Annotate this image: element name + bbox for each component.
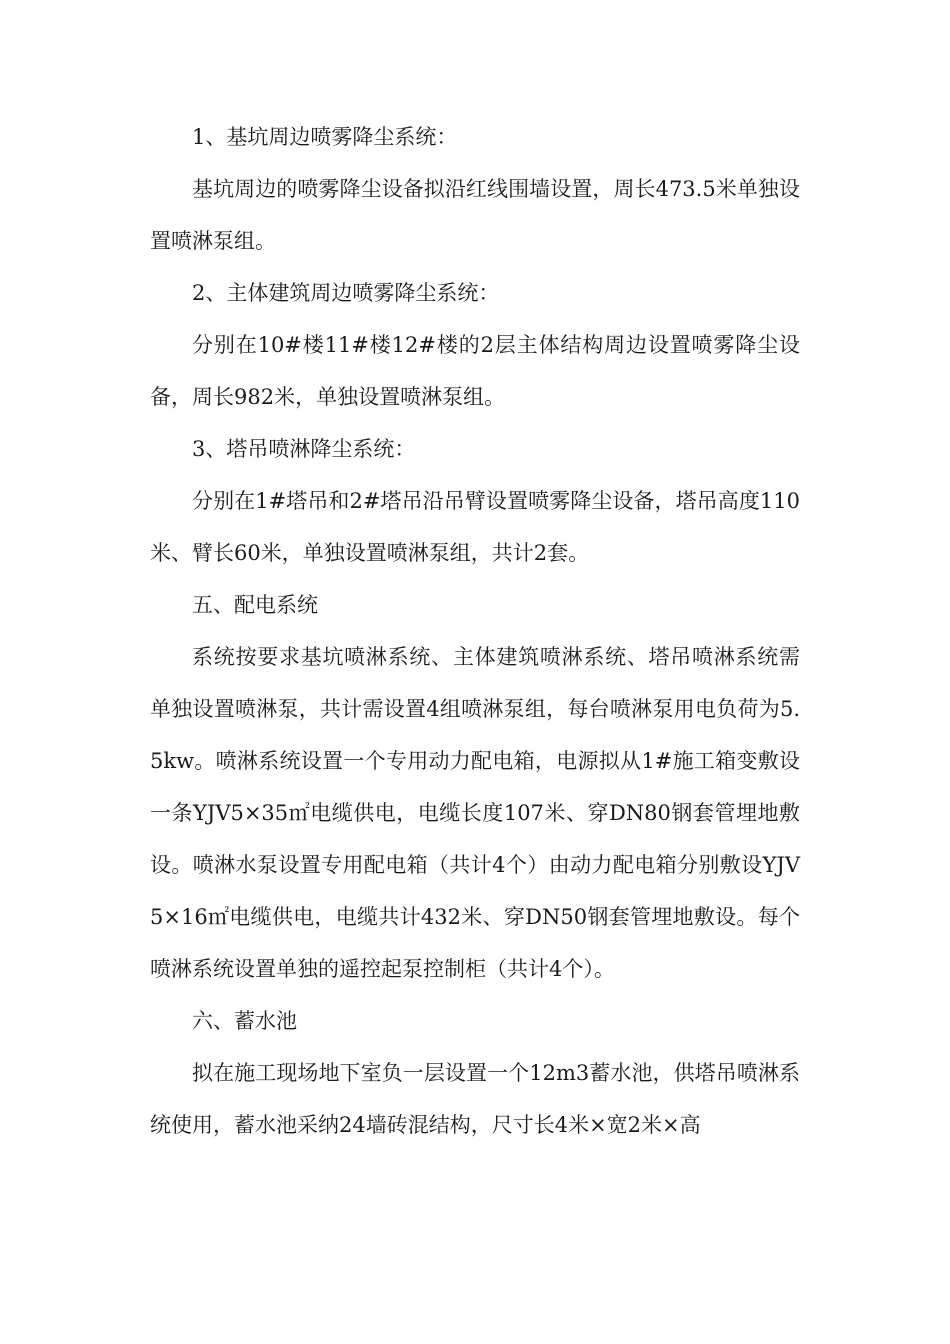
heading-power-distribution: 五、配电系统 xyxy=(192,593,318,617)
paragraph-tower-crane-spray: 分别在1#塔吊和2#塔吊沿吊臂设置喷雾降尘设备，塔吊高度110米、臂长60米，单独设置喷淋泵组，共计2套。 xyxy=(150,489,800,565)
heading-foundation-pit-spray: 1、基坑周边喷雾降尘系统： xyxy=(192,125,458,149)
document-body xyxy=(150,111,800,1151)
heading-water-reservoir: 六、蓄水池 xyxy=(192,1009,297,1033)
paragraph-foundation-pit-spray: 基坑周边的喷雾降尘设备拟沿红线围墙设置，周长473.5米单独设置喷淋泵组。 xyxy=(150,177,800,253)
heading-main-building-spray: 2、主体建筑周边喷雾降尘系统： xyxy=(192,281,500,305)
paragraph-water-reservoir: 拟在施工现场地下室负一层设置一个12m3蓄水池，供塔吊喷淋系统使用，蓄水池采纳24墙砖混结构，尺寸长4米×宽2米×高 xyxy=(150,1061,800,1137)
paragraph-power-distribution: 系统按要求基坑喷淋系统、主体建筑喷淋系统、塔吊喷淋系统需单独设置喷淋泵，共计需设置4组喷淋泵组，每台喷淋泵用电负荷为5.5kw。喷淋系统设置一个专用动力配电箱，电源拟从1#施工箱变敷设一条YJV5×35㎡电缆供电，电缆长度107米、穿DN80钢套管埋地敷设。喷淋水泵设置专用配电箱（共计4个）由动力配电箱分别敷设YJV5×16㎡电缆供电，电缆共计432米、穿DN50钢套管埋地敷设。每个喷淋系统设置单独的遥控起泵控制柜（共计4个）。 xyxy=(150,645,800,981)
heading-tower-crane-spray: 3、塔吊喷淋降尘系统： xyxy=(192,437,416,461)
paragraph-main-building-spray: 分别在10#楼11#楼12#楼的2层主体结构周边设置喷雾降尘设备，周长982米，单独设置喷淋泵组。 xyxy=(150,333,800,409)
